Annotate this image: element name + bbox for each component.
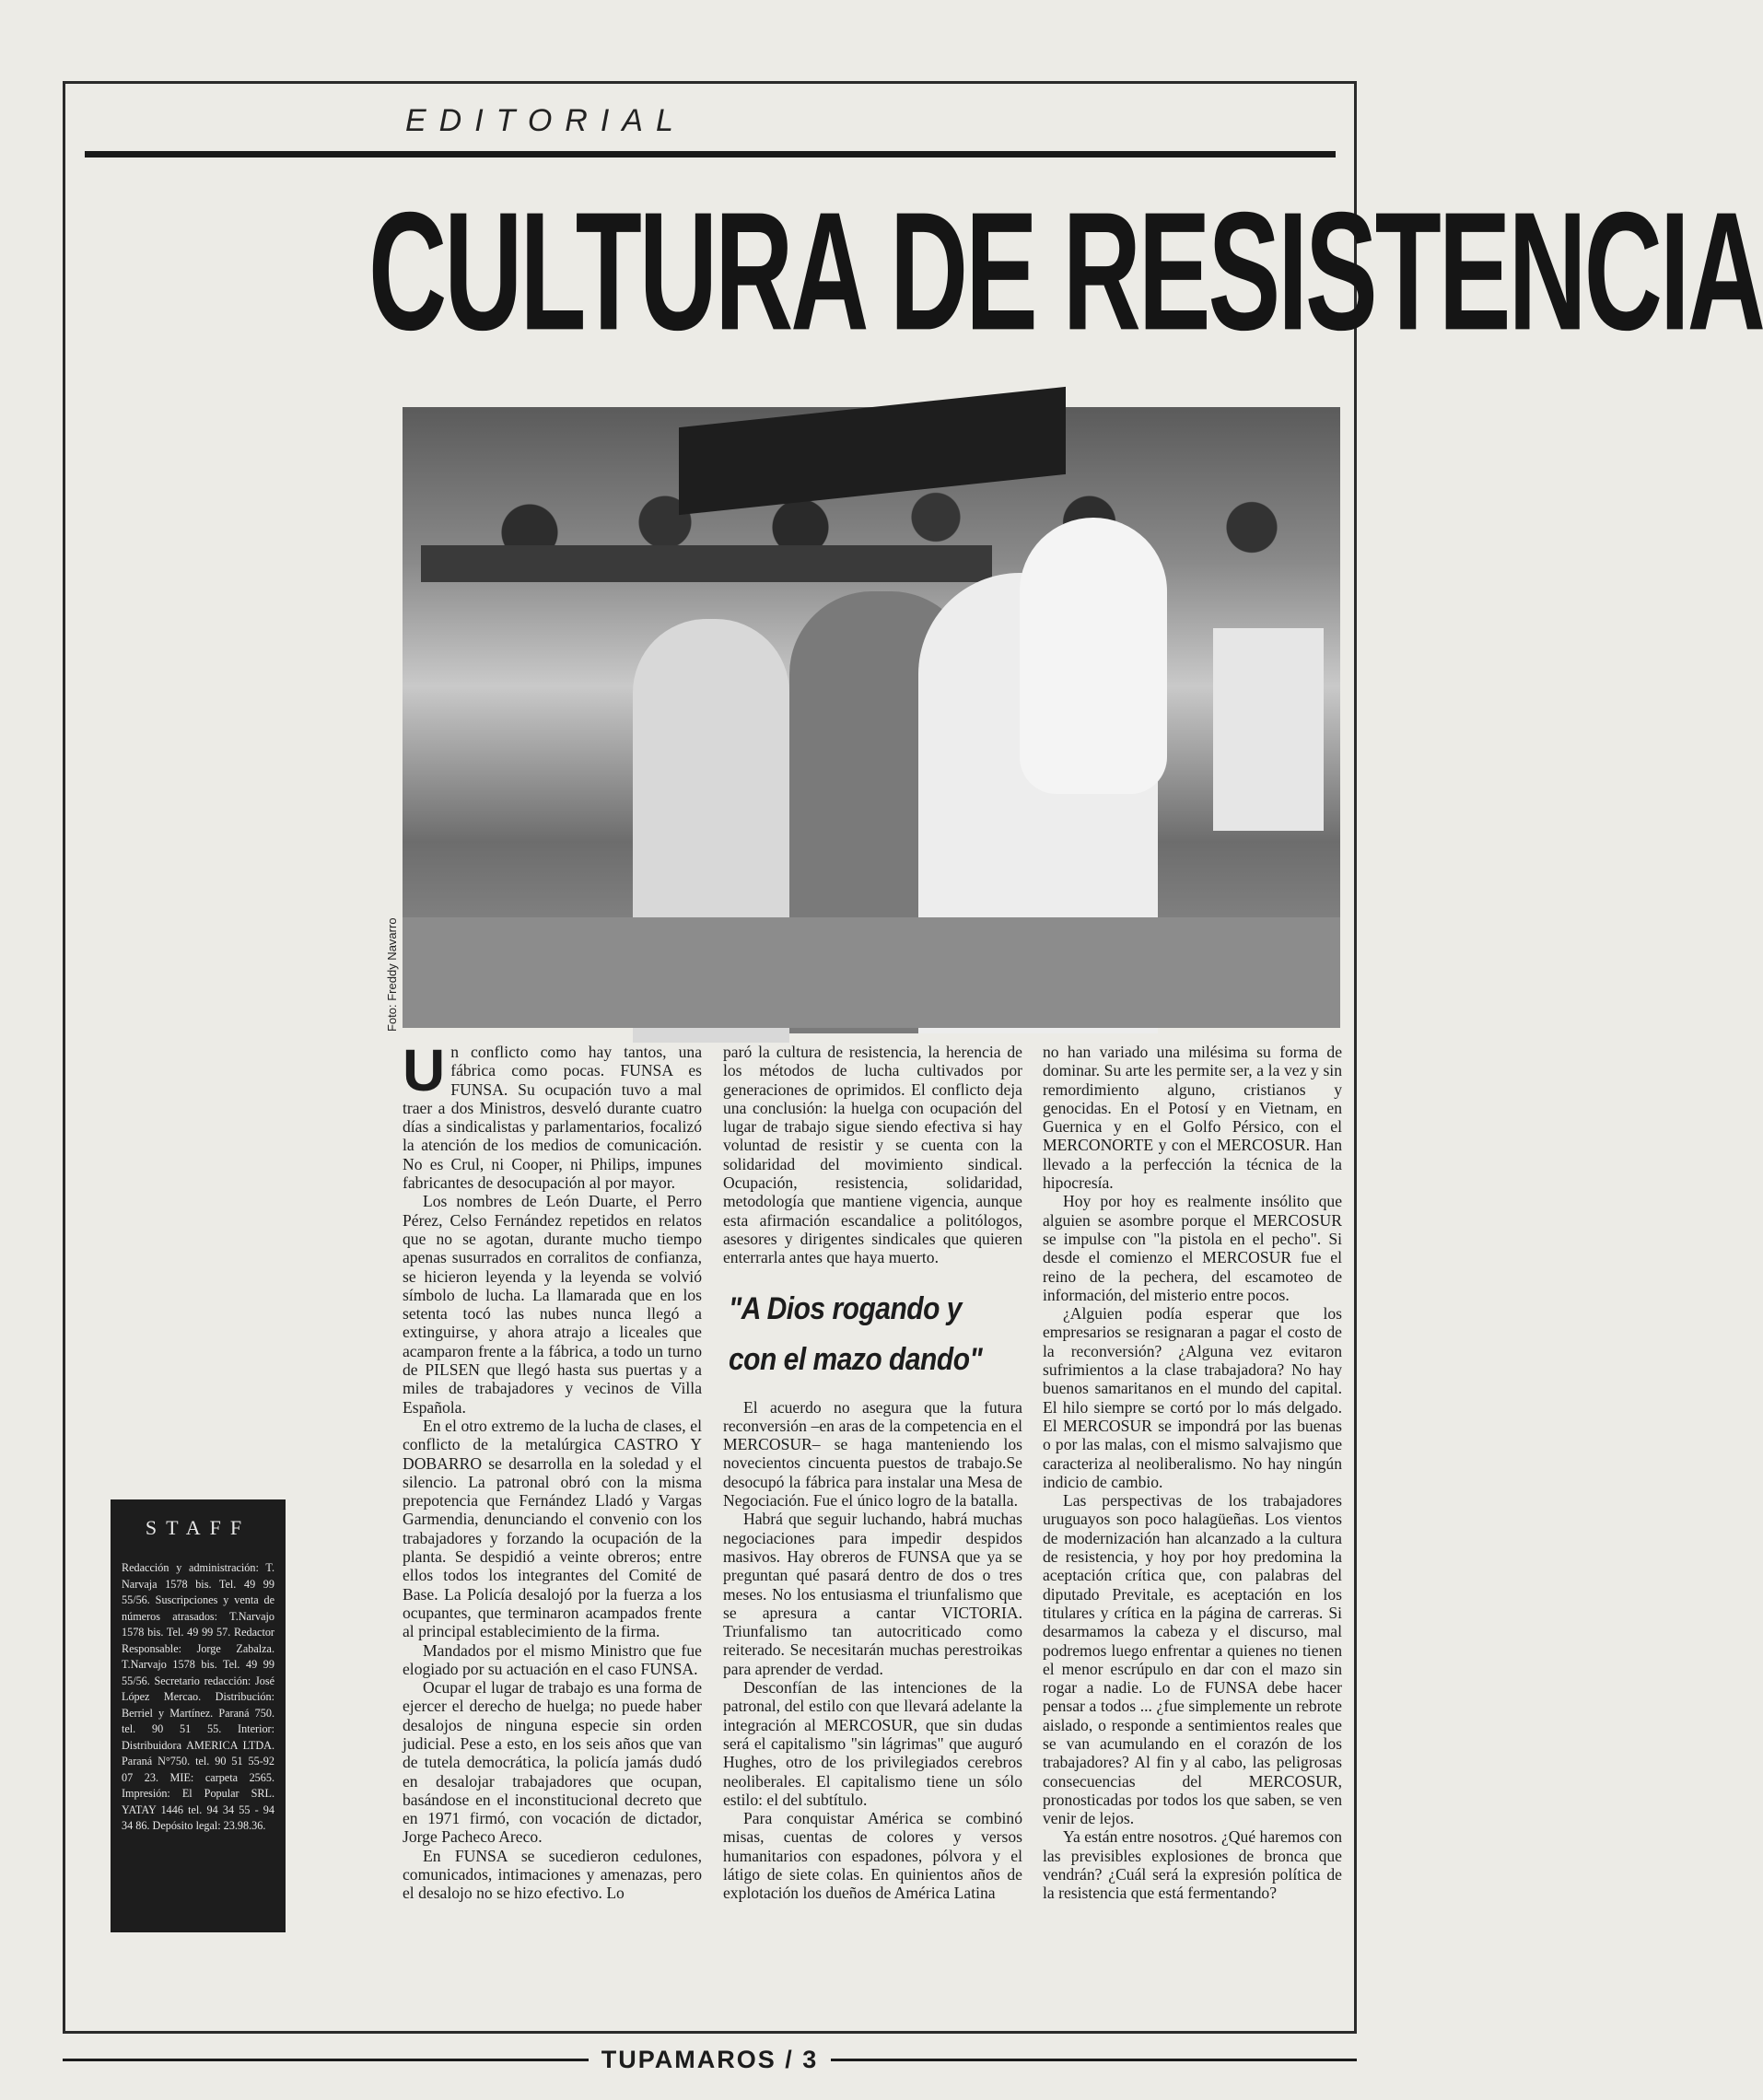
paragraph: Los nombres de León Duarte, el Perro Pérez, Celso Fernández repetidos en relatos que no se agotan, durante mucho tiempo apenas susurrados en corralitos de confianza, se hicieron leyenda y la leyenda se volvió símbolo de lucha. La llamarada que en los setenta tocó las nubes nunca llegó a extinguirse, y ahora atrajo a liceales que acamparon frente a la fábrica, a todo un turno de PILSEN que llegó hasta sus puertas y a miles de trabajadores y vecinos de Villa Española.: [403, 1192, 702, 1417]
photo-sign: [1213, 628, 1324, 831]
paragraph: En el otro extremo de la lucha de clases, el conflicto de la metalúrgica CASTRO Y DOBARRO se desarrolla en la soledad y el silencio. La patronal obró con la misma prepotencia que Fernández Lladó y Vargas Garmendia, denunciando el convenio con los trabajadores y forzando la ocupación de la planta. Se despidió a veinte obreros; entre ellos todos los integrantes del Comité de Base. La Policía desalojó por la fuerza a los ocupantes, que terminaron acampados frente al principal establecimiento de la firma.: [403, 1416, 702, 1641]
article-column-1: [403, 1037, 702, 1903]
paragraph: Ya están entre nosotros. ¿Qué haremos con las previsibles explosiones de bronca que vendrán? ¿Cuál será la expresión política de la resistencia que está fermentando?: [1043, 1827, 1342, 1903]
paragraph: Las perspectivas de los trabajadores uruguayos son poco halagüeñas. Los vientos de modernización han alcanzado a la cultura de resistencia, y hoy por hoy predomina la aceptación crítica que, con palabras del diputado Previtale, es aceptación en los titulares y crítica en la página de carreras. Si desarmamos la cabeza y el discurso, mal podremos luego enfrentar a quienes no tienen el menor escrúpulo en dar con el mazo sin rogar a nadie. Lo de FUNSA debe hacer pensar a todos ... ¿fue simplemente un rebrote aislado, o responde a sentimientos reales que se van acumulando en el corazón de los trabajadores? Al fin y al cabo, las peligrosas consecuencias del MERCOSUR, pronosticadas por todos los que saben, se ven venir de lejos.: [1043, 1491, 1342, 1828]
paragraph: n conflicto como hay tantos, una fábrica como pocas. FUNSA es FUNSA. Su ocupación tuvo a mal traer a dos Ministros, desveló durante cuatro días a sindicalistas y parlamentarios, focalizó la atención de los medios de comunicación. No es Crul, ni Cooper, ni Philips, impunes fabricantes de desocupación al por mayor.: [403, 1043, 702, 1193]
photo-ground: [403, 917, 1340, 1028]
paragraph: no han variado una milésima su forma de dominar. Su arte les permite ser, a la vez y sin remordimiento alguno, cristianos y genocidas. En el Potosí y en Vietnam, en Guernica y en el Golfo Pérsico, con el MERCONORTE y con el MERCOSUR. Han llevado a la perfección la técnica de la hipocresía.: [1043, 1043, 1342, 1193]
pull-quote-line: "A Dios rogando y: [729, 1290, 962, 1326]
photo-figure-baby: [1020, 518, 1167, 794]
footer-rule-right: [831, 2059, 1357, 2061]
paragraph: Habrá que seguir luchando, habrá muchas negociaciones para impedir despidos masivos. Hay obreros de FUNSA que ya se preguntan qué pasará dentro de dos o tres meses. No los entusiasma el triunfalismo que se apresura a cantar VICTORIA. Triunfalismo tan autocriticado como reiterado. Se necesitarán muchas perestroikas para aprender de verdad.: [723, 1510, 1022, 1678]
paragraph: En FUNSA se sucedieron cedulones, comunicados, intimaciones y amenazas, pero el desalojo no se hizo efectivo. Lo: [403, 1846, 702, 1903]
paragraph: Ocupar el lugar de trabajo es una forma de ejercer el derecho de huelga; no puede haber desalojos de ninguna especie sin orden judicial. Pese a esto, en los seis años que van de tutela democrática, la policía jamás dudó en desalojar trabajadores que ocupan, basándose en el inconstitucional decreto que en 1971 firmó, con vocación de dictador, Jorge Pacheco Areco.: [403, 1678, 702, 1847]
paragraph: ¿Alguien podía esperar que los empresarios se resignaran a pagar el costo de la reconversión? ¿Alguna vez evitaron sufrimientos a la clase trabajadora? No hay buenos samaritanos en el mundo del capital. El hilo siempre se cortó por lo más delgado. El MERCOSUR se impondrá por las buenas o por las malas, con el mismo salvajismo que caracteriza al neoliberalismo. No hay ningún indicio de cambio.: [1043, 1304, 1342, 1491]
article-column-3: [1043, 1043, 1342, 1903]
section-label: EDITORIAL: [405, 103, 686, 138]
paragraph: Para conquistar América se combinó misas, cuentas de colores y versos humanitarios con espadones, pólvora y el látigo de siete colas. En quinientos años de explotación los dueños de América Latina: [723, 1809, 1022, 1903]
paragraph: Desconfían de las intenciones de la patronal, del estilo con que llevará adelante la integración al MERCOSUR, que sin dudas será el capitalismo "sin lágrimas" que auguró Hughes, otro de los privilegiados cerebros neoliberales. El capitalismo tiene un sólo estilo: el del subtítulo.: [723, 1678, 1022, 1809]
drop-cap: U: [403, 1037, 446, 1103]
photo-rail: [421, 545, 992, 582]
page-footer: [63, 2041, 1357, 2078]
header-rule: [85, 151, 1336, 158]
pull-quote: [729, 1284, 1022, 1385]
headline: CULTURA DE RESISTENCIA: [368, 178, 1763, 367]
paragraph: paró la cultura de resistencia, la herencia de los métodos de lucha cultivados por generaciones de oprimidos. El conflicto deja una conclusión: la huelga con ocupación del lugar de trabajo sigue siendo efectiva si hay voluntad de resistir y se cuenta con la solidaridad del movimiento sindical. Ocupación, resistencia, solidaridad, metodología que mantiene vigencia, aunque esta afirmación escandalice a politólogos, asesores y dirigentes sindicales que quieren enterrarla antes que haya muerto.: [723, 1043, 1022, 1267]
photo-credit: Foto: Freddy Navarro: [385, 917, 399, 1032]
footer-rule-left: [63, 2059, 589, 2061]
article-column-2: [723, 1043, 1022, 1903]
paragraph: Mandados por el mismo Ministro que fue elogiado por su actuación en el caso FUNSA.: [403, 1640, 702, 1678]
paragraph: Hoy por hoy es realmente insólito que alguien se asombre porque el MERCOSUR se impulse con "la pistola en el pecho". Si desde el comienzo el MERCOSUR fue el reino de la pechera, del escamoteo de información, del misterio entre pocos.: [1043, 1192, 1342, 1304]
editorial-photo: [403, 407, 1340, 1028]
staff-body: Redacción y administración: T. Narvaja 1578 bis. Tel. 49 99 55/56. Suscripciones y venta de números atrasados: T.Narvajo 1578 bis. Tel. 49 99 57. Redactor Responsable: Jorge Zabalza. T.Narvajo 1578 bis. Tel. 49 99 55/56. Secretario redacción: José López Mercao. Distribución: Berriel y Martínez. Paraná 750. tel. 90 51 55. Interior: Distribuidora AMERICA LTDA. Paraná N°750. tel. 90 51 55-92 07 23. MIE: carpeta 2565. Impresión: El Popular SRL. YATAY 1446 tel. 94 34 55 - 94 34 86. Depósito legal: 23.98.36.: [122, 1561, 274, 1832]
staff-box: [111, 1499, 286, 1932]
footer-label: TUPAMAROS / 3: [601, 2045, 819, 2073]
staff-title: STAFF: [145, 1516, 251, 1539]
pull-quote-line: con el mazo dando": [729, 1341, 983, 1377]
paragraph: El acuerdo no asegura que la futura reconversión –en aras de la competencia en el MERCOSUR– se haga manteniendo los novecientos cincuenta puestos de trabajo.Se desocupó la fábrica para instalar una Mesa de Negociación. Fue el único logro de la batalla.: [723, 1397, 1022, 1511]
